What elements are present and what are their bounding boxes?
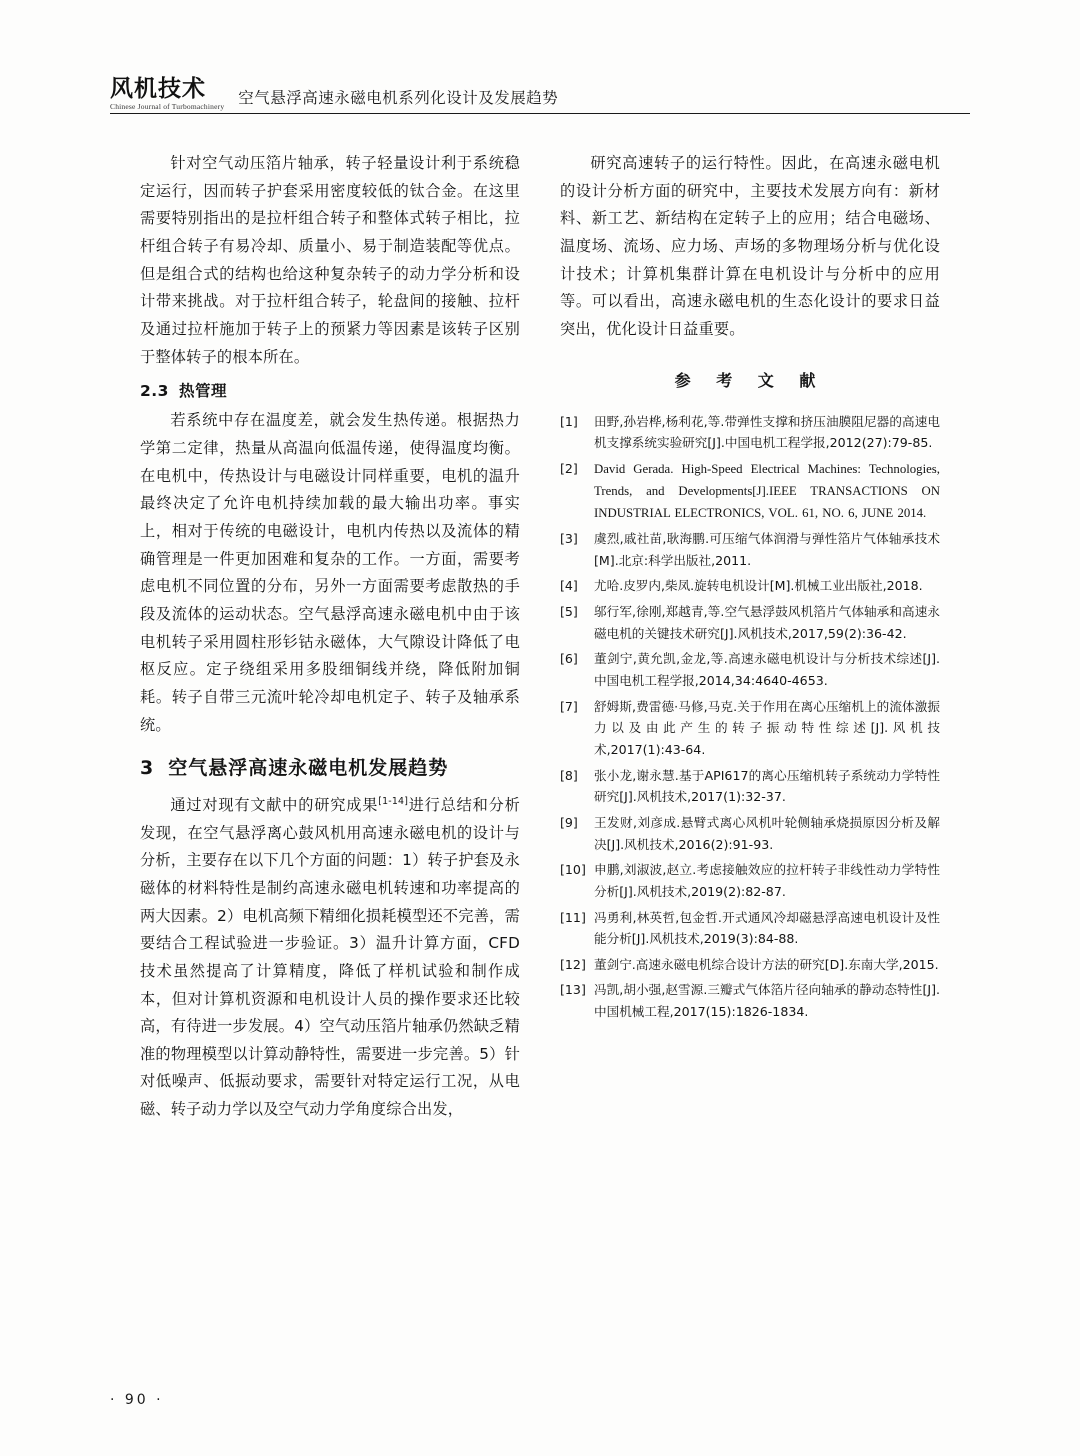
reference-text: 董剑宁,黄允凯,金龙,等.高速永磁电机设计与分析技术综述[J].中国电机工程学报,2014,34:4640-4653.	[594, 651, 940, 688]
reference-text: 申鹏,刘淑波,赵立.考虑接触效应的拉杆转子非线性动力学特性分析[J].风机技术,2019(2):82-87.	[594, 862, 940, 899]
reference-text: 董剑宁.高速永磁电机综合设计方法的研究[D].东南大学,2015.	[594, 956, 939, 972]
section-title-3: 空气悬浮高速永磁电机发展趋势	[168, 757, 449, 780]
list-item	[560, 528, 940, 571]
right-column	[560, 150, 940, 1027]
reference-text: 冯凯,胡小强,赵雪源.三瓣式气体箔片径向轴承的静动态特性[J].中国机械工程,2017(15):1826-1834.	[594, 982, 940, 1020]
reference-index: [9]	[560, 814, 578, 830]
reference-index: [8]	[560, 767, 578, 783]
reference-text: 王发财,刘彦成.悬臂式离心风机叶轮侧轴承烧损原因分析及解决[J].风机技术,2016(2):91-93.	[594, 814, 940, 852]
page-number: · 90 ·	[110, 1392, 164, 1408]
list-item	[560, 575, 940, 597]
reference-index: [13]	[560, 982, 586, 998]
section-title: 热管理	[178, 382, 227, 401]
list-item	[560, 411, 940, 454]
section-number: 2.3	[140, 382, 169, 401]
list-item	[560, 696, 940, 761]
paragraph-continuation: 研究高速转子的运行特性。因此，在高速永磁电机的设计分析方面的研究中，主要技术发展方向有：新材料、新工艺、新结构在定转子上的应用；结合电磁场、温度场、流场、应力场、声场的多物理场分析与优化设计技术；计算机集群计算在电机设计与分析中的应用等。可以看出，高速永磁电机的生态化设计的要求日益突出，优化设计日益重要。	[560, 154, 940, 338]
section-heading-3	[140, 751, 520, 786]
reference-text: David Gerada. High-Speed Electrical Machines: Technologies, Trends, and Developments[J].IEEE TRANSACTIONS ON INDUSTRIAL ELECTRONICS, VOL. 61, NO. 6, JUNE 2014.	[594, 462, 940, 521]
reference-text: 虞烈,戚社苗,耿海鹏.可压缩气体润滑与弹性箔片气体轴承技术[M].北京:科学出版社,2011.	[594, 531, 940, 568]
paragraph-thermal-management: 若系统中存在温度差，就会发生热传递。根据热力学第二定律，热量从高温向低温传递，使得温度均衡。在电机中，传热设计与电磁设计同样重要，电机的温升最终决定了允许电机持续加载的最大输出功率。事实上，相对于传统的电磁设计，电机内传热以及流体的精确管理是一件更加困难和复杂的工作。一方面，需要考虑电机不同位置的分布，另外一方面需要考虑散热的手段及流体的运动状态。空气悬浮高速永磁电机中由于该电机转子采用圆柱形钐钴永磁体，大气隙设计降低了电枢反应。定子绕组采用多股细铜线并绕，降低附加铜耗。转子自带三元流叶轮冷却电机定子、转子及轴承系统。	[140, 411, 520, 734]
list-item	[560, 458, 940, 524]
journal-logo-cn: 风机技术	[110, 74, 206, 102]
references-heading: 参 考 文 献	[674, 370, 826, 390]
reference-index: [6]	[560, 651, 578, 667]
references-list	[560, 411, 940, 1023]
list-item	[560, 954, 940, 976]
citation-ref: [1-14]	[378, 795, 409, 807]
running-title: 空气悬浮高速永磁电机系列化设计及发展趋势	[238, 89, 559, 107]
paragraph-rotor-design: 针对空气动压箔片轴承，转子轻量设计利于系统稳定运行，因而转子护套采用密度较低的钛合金。在这里需要特别指出的是拉杆组合转子和整体式转子相比，拉杆组合转子有易冷却、质量小、易于制造装配等优点。但是组合式的结构也给这种复杂转子的动力学分析和设计带来挑战。对于拉杆组合转子，轮盘间的接触、拉杆及通过拉杆施加于转子上的预紧力等因素是该转子区别于整体转子的根本所在。	[140, 154, 520, 366]
section-heading-2-3	[140, 377, 520, 405]
list-item	[560, 907, 940, 950]
journal-logo	[110, 74, 225, 111]
reference-index: [10]	[560, 862, 586, 878]
reference-index: [4]	[560, 578, 578, 594]
list-item	[560, 765, 940, 808]
reference-index: [2]	[560, 461, 578, 477]
reference-text: 舒姆斯,费雷德·马修,马克.关于作用在离心压缩机上的流体激振力以及由此产生的转子振动特性综述[J].风机技术,2017(1):43-64.	[594, 698, 940, 757]
list-item	[560, 859, 940, 902]
paragraph-trends-part-a: 通过对现有文献中的研究成果	[170, 795, 379, 814]
list-item	[560, 979, 940, 1022]
section-number-3: 3	[140, 757, 155, 780]
reference-text: 冯勇利,林英哲,包金哲.开式通风冷却磁悬浮高速电机设计及性能分析[J].风机技术,2019(3):84-88.	[594, 909, 940, 947]
paragraph-trends-part-b: 进行总结和分析发现，在空气悬浮离心鼓风机用高速永磁电机的设计与分析，主要存在以下几个方面的问题：1）转子护套及永磁体的材料特性是制约高速永磁电机转速和功率提高的两大因素。2）电机高频下精细化损耗模型还不完善，需要结合工程试验进一步验证。3）温升计算方面，CFD技术虽然提高了计算精度，降低了样机试验和制作成本，但对计算机资源和电机设计人员的操作要求还比较高，有待进一步发展。4）空气动压箔片轴承仍然缺乏精准的物理模型以计算动静特性，需要进一步完善。5）针对低噪声、低振动要求，需要针对特定运行工况，从电磁、转子动力学以及空气动力学角度综合出发，	[140, 795, 520, 1119]
journal-logo-en: Chinese Journal of Turbomachinery	[110, 101, 225, 111]
reference-index: [11]	[560, 909, 586, 925]
paragraph-trends	[140, 792, 520, 1124]
reference-text: 尤哈.皮罗内,柴凤.旋转电机设计[M].机械工业出版社,2018.	[594, 578, 923, 594]
reference-index: [3]	[560, 531, 578, 547]
list-item	[560, 648, 940, 691]
page-header	[110, 58, 970, 114]
reference-index: [1]	[560, 413, 578, 429]
list-item	[560, 812, 940, 855]
list-item	[560, 601, 940, 644]
reference-index: [12]	[560, 956, 586, 972]
reference-text: 田野,孙岩桦,杨利花,等.带弹性支撑和挤压油膜阻尼器的高速电机支撑系统实验研究[J].中国电机工程学报,2012(27):79-85.	[594, 413, 940, 451]
reference-index: [5]	[560, 603, 578, 619]
reference-text: 张小龙,谢永慧.基于API617的离心压缩机转子系统动力学特性研究[J].风机技术,2017(1):32-37.	[594, 767, 940, 805]
left-column	[140, 150, 520, 1124]
reference-index: [7]	[560, 698, 578, 714]
reference-text: 邬行军,徐刚,郑越青,等.空气悬浮鼓风机箔片气体轴承和高速永磁电机的关键技术研究[J].风机技术,2017,59(2):36-42.	[594, 603, 940, 641]
